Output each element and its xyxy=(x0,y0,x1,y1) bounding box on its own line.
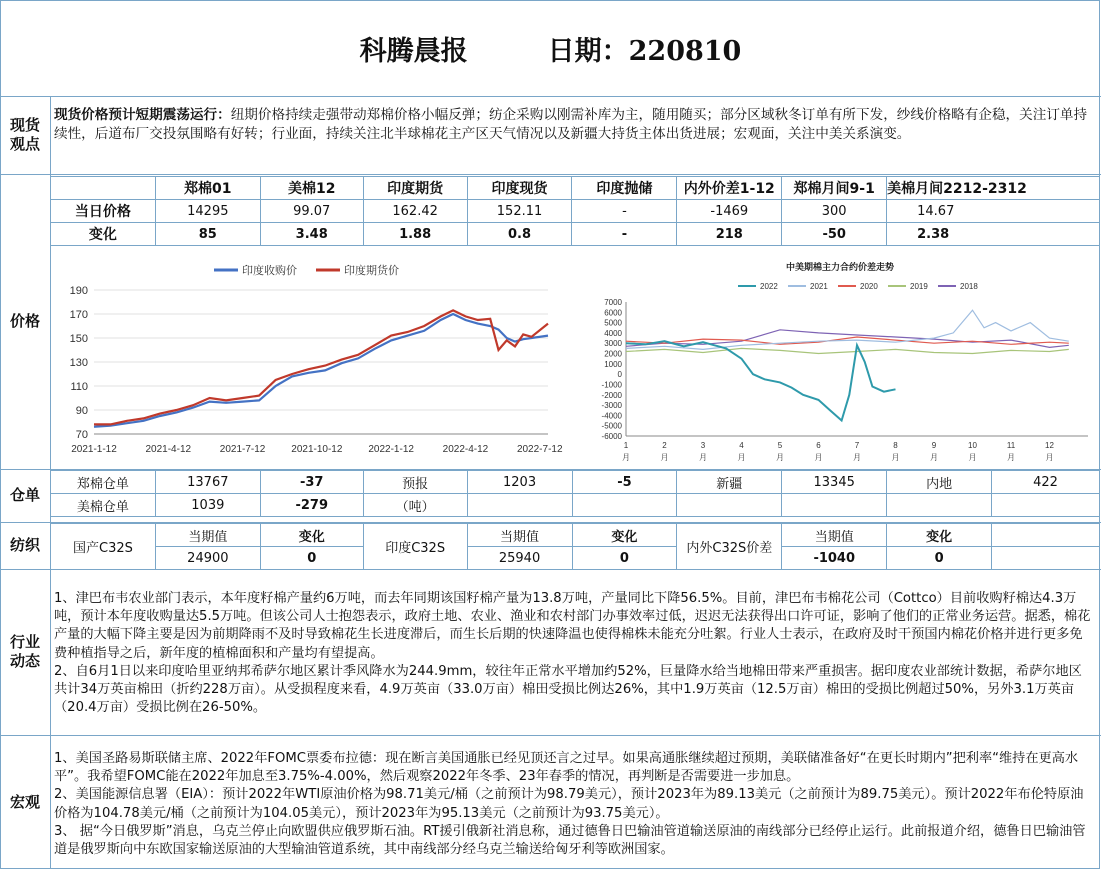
table-cell: 美棉仓单 xyxy=(51,494,156,517)
price-row-current xyxy=(51,200,1100,223)
label-price: 价格 xyxy=(9,312,40,330)
y-tick-label: -1000 xyxy=(601,380,622,390)
yarn-current-label: 当期值 xyxy=(155,524,260,547)
table-cell: -279 xyxy=(260,494,363,517)
x-tick-label: 7 xyxy=(854,441,860,450)
x-tick-label: 2021-7-12 xyxy=(219,444,266,455)
series-line xyxy=(626,348,1069,353)
x-tick-label: 2022-1-12 xyxy=(368,444,414,455)
macro-item: 2、美国能源信息署（EIA）：预计2022年WTI原油价格为98.71美元/桶（之前预计为98.79美元），预计2023年为89.13美元（之前预计为89.75美元）。预计2022年布伦特原油价格为104.78美元/桶（之前预计为104.05美元），预计2023年为95.13美元（之前预计为93.75美元）。 xyxy=(54,787,1084,821)
table-cell: 152.11 xyxy=(467,200,572,223)
table-cell: 2.38 xyxy=(887,223,1100,246)
industry-item: 2、自6月1日以来印度哈里亚纳邦希萨尔地区累计季风降水为244.9mm，较往年正常水平增加约52%，巨量降水给当地棉田带来严重损害。据印度农业部统计数据，希萨尔地区共计34万英亩棉田（折约228万亩）。从受损程度来看，4.9万英亩（33.0万亩）棉田受损比例达26%，其中1.9万英亩（12.5万亩）棉田的受损比例超过50%，另外3.1万英亩（20.4万亩）受损比例在26-50%。 xyxy=(54,663,1082,716)
table-cell: 内地 xyxy=(887,471,992,494)
x-tick-label: 月 xyxy=(891,453,900,462)
table-cell: - xyxy=(572,200,677,223)
label-spot: 现货观点 xyxy=(9,116,40,153)
row-label: 变化 xyxy=(51,223,156,246)
table-cell: -5 xyxy=(572,471,677,494)
x-tick-label: 月 xyxy=(699,453,707,462)
table-cell: 新疆 xyxy=(677,471,782,494)
table-cell xyxy=(677,494,782,517)
spot-view-lead: 现货价格预计短期震荡运行： xyxy=(54,107,231,123)
y-tick-label: 190 xyxy=(69,285,88,297)
price-header: 印度现货 xyxy=(467,177,572,200)
legend-label: 2022 xyxy=(760,282,778,291)
table-cell: 13345 xyxy=(782,471,887,494)
x-tick-label: 月 xyxy=(1045,453,1054,462)
x-tick-label: 9 xyxy=(931,441,937,450)
table-cell: 预报 xyxy=(363,471,467,494)
warehouse-table xyxy=(50,470,1100,517)
table-cell: 0 xyxy=(887,547,992,570)
table-cell: 14295 xyxy=(155,200,260,223)
x-tick-label: 11 xyxy=(1006,441,1016,450)
table-cell xyxy=(782,494,887,517)
warehouse-row-2 xyxy=(51,494,1100,517)
label-industry: 行业动态 xyxy=(9,633,40,670)
x-tick-label: 2021-1-12 xyxy=(71,444,117,455)
y-tick-label: 90 xyxy=(75,405,88,417)
series-line xyxy=(626,341,896,420)
table-cell: 24900 xyxy=(155,547,260,570)
industry-item: 1、津巴布韦农业部门表示，本年度籽棉产量约6万吨，而去年同期该国籽棉产量为13.8万吨，产量同比下降56.5%。目前，津巴布韦棉花公司（Cottco）目前收购籽棉达4.3万吨，预计本年度收购量达5.5万吨。但该公司人士抱怨表示，政府土地、农业、渔业和农村部门办事效率过低，迟迟无法获得出口许可证，影响了他们的正常业务运营。据悉，棉花产量的大幅下降主要是因为前期降雨不及时导致棉花生长进度滞后，而生长后期的快速降温也使得棉株未能充分吐絮。行业人士表示，在政府及时干预国内棉花价格并进行更多免费种植指导之后，新年度的植棉面积和产量均有望提高。 xyxy=(54,591,1091,661)
yarn-current-label: 当期值 xyxy=(782,524,887,547)
series-line xyxy=(94,310,548,424)
divider xyxy=(0,96,1101,97)
x-tick-label: 2022-7-12 xyxy=(516,444,563,455)
y-tick-label: -5000 xyxy=(601,421,622,431)
x-tick-label: 2021-4-12 xyxy=(145,444,192,455)
x-tick-label: 月 xyxy=(737,453,746,462)
y-tick-label: 5000 xyxy=(604,318,622,328)
yarn-change-label: 变化 xyxy=(887,524,992,547)
table-cell xyxy=(992,494,1100,517)
x-tick-label: 2021-10-12 xyxy=(291,444,343,455)
y-tick-label: 170 xyxy=(69,309,88,321)
table-cell xyxy=(572,494,677,517)
table-cell: 0.8 xyxy=(467,223,572,246)
y-tick-label: 110 xyxy=(70,381,88,393)
price-corner xyxy=(51,177,156,200)
x-tick-label: 3 xyxy=(700,441,706,450)
y-tick-label: -2000 xyxy=(601,390,622,400)
table-cell: 3.48 xyxy=(260,223,363,246)
price-header: 美棉月间2212-2312 xyxy=(887,177,1100,200)
y-tick-label: 7000 xyxy=(604,298,622,307)
price-row-change xyxy=(51,223,1100,246)
legend-label: 2018 xyxy=(960,282,978,291)
yarn-change-label: 变化 xyxy=(260,524,363,547)
table-cell: 1203 xyxy=(467,471,572,494)
table-cell: 郑棉仓单 xyxy=(51,471,156,494)
table-cell: -1040 xyxy=(782,547,887,570)
price-header: 郑棉月间9-1 xyxy=(782,177,887,200)
industry-news xyxy=(54,590,1094,717)
y-tick-label: 3000 xyxy=(604,339,622,349)
price-table xyxy=(50,176,1100,246)
x-tick-label: 2022-4-12 xyxy=(442,444,489,455)
yarn-label-india: 印度C32S xyxy=(363,524,467,570)
x-tick-label: 月 xyxy=(814,453,823,462)
table-cell: 13767 xyxy=(155,471,260,494)
table-cell: 25940 xyxy=(467,547,572,570)
table-cell: 1.88 xyxy=(363,223,467,246)
row-label: 当日价格 xyxy=(51,200,156,223)
legend-label: 印度收购价 xyxy=(242,265,297,277)
report-header xyxy=(0,0,1101,96)
label-macro: 宏观 xyxy=(9,792,40,811)
table-cell: -37 xyxy=(260,471,363,494)
spot-view-text xyxy=(54,106,1094,144)
price-header: 郑棉01 xyxy=(155,177,260,200)
table-cell: -50 xyxy=(782,223,887,246)
x-tick-label: 12 xyxy=(1045,441,1054,450)
yarn-row-1 xyxy=(51,524,1100,547)
legend-label: 印度期货价 xyxy=(344,265,399,277)
x-tick-label: 月 xyxy=(622,453,630,462)
x-tick-label: 月 xyxy=(853,453,861,462)
x-tick-label: 月 xyxy=(968,453,977,462)
x-tick-label: 6 xyxy=(816,441,821,450)
y-tick-label: 6000 xyxy=(604,308,622,318)
x-tick-label: 月 xyxy=(1007,453,1015,462)
y-tick-label: 1000 xyxy=(604,359,622,369)
yarn-change-label: 变化 xyxy=(572,524,677,547)
spot-view-body: 纽期价格持续走强带动郑棉价格小幅反弹；纺企采购以刚需补库为主，随用随买；部分区域秋冬订单有所下发，纱线价格略有企稳，关注订单持续性，后道布厂交投氛围略有好转；行业面，持续关注北半球棉花主产区天气情况以及新疆大持货主体出货进展；宏观面，关注中美关系演变。 xyxy=(54,107,1088,142)
y-tick-label: -6000 xyxy=(601,432,622,441)
macro-item: 3、 据“今日俄罗斯”消息，乌克兰停止向欧盟供应俄罗斯石油。RT援引俄新社消息称，通过德鲁日巴输油管道输送原油的南线部分已经停止运行。此前报道介绍，德鲁日巴输油管道是俄罗斯向中东欧国家输送原油的大型输油管道系统，其中南线部分经乌克兰输送给匈牙利等欧洲国家。 xyxy=(54,823,1086,858)
legend-label: 2019 xyxy=(910,282,928,291)
y-tick-label: 150 xyxy=(69,333,88,345)
y-tick-label: -4000 xyxy=(601,411,622,421)
table-cell xyxy=(992,547,1100,570)
price-header: 内外价差1-12 xyxy=(677,177,782,200)
table-cell: 1039 xyxy=(155,494,260,517)
table-cell: 99.07 xyxy=(260,200,363,223)
x-tick-label: 4 xyxy=(739,441,744,450)
y-tick-label: 130 xyxy=(69,357,88,369)
price-header: 印度抛储 xyxy=(572,177,677,200)
x-tick-label: 1 xyxy=(623,441,629,450)
table-cell: 218 xyxy=(677,223,782,246)
y-tick-label: -3000 xyxy=(601,401,622,411)
divider xyxy=(0,174,1101,175)
x-tick-label: 10 xyxy=(968,441,977,450)
yarn-table xyxy=(50,523,1100,570)
spread-chart xyxy=(590,254,1095,464)
x-tick-label: 2 xyxy=(662,441,667,450)
x-tick-label: 月 xyxy=(776,453,784,462)
price-header-row xyxy=(51,177,1100,200)
divider xyxy=(0,735,1101,736)
macro-news xyxy=(54,750,1094,859)
table-cell: 422 xyxy=(992,471,1100,494)
table-cell: 0 xyxy=(572,547,677,570)
table-cell: 85 xyxy=(155,223,260,246)
table-cell: 14.67 xyxy=(887,200,1100,223)
table-cell xyxy=(887,494,992,517)
table-cell: -1469 xyxy=(677,200,782,223)
report-title: 科腾晨报 xyxy=(359,35,468,67)
yarn-label-spread: 内外C32S价差 xyxy=(677,524,782,570)
table-cell xyxy=(992,524,1100,547)
table-cell xyxy=(467,494,572,517)
label-yarn: 纺织 xyxy=(9,536,40,554)
y-tick-label: 4000 xyxy=(604,328,622,338)
chart-title: 中美期棉主力合约价差走势 xyxy=(785,262,895,272)
label-warehouse: 仓单 xyxy=(9,486,40,504)
x-tick-label: 月 xyxy=(660,453,669,462)
table-cell: （吨） xyxy=(363,494,467,517)
price-header: 美棉12 xyxy=(260,177,363,200)
price-header: 印度期货 xyxy=(363,177,467,200)
table-cell: 162.42 xyxy=(363,200,467,223)
x-tick-label: 8 xyxy=(893,441,898,450)
legend-label: 2021 xyxy=(810,282,828,291)
legend-label: 2020 xyxy=(860,282,878,291)
y-tick-label: 2000 xyxy=(604,349,622,359)
warehouse-row-1 xyxy=(51,471,1100,494)
table-cell: 300 xyxy=(782,200,887,223)
yarn-row-2 xyxy=(51,547,1100,570)
macro-item: 1、美国圣路易斯联储主席、2022年FOMC票委布拉德：现在断言美国通胀已经见顶还言之过早。如果高通胀继续超过预期，美联储准备好“在更长时期内”把利率“维持在更高水平”。我希望FOMC能在2022年加息至3.75%-4.00%，然后观察2022年冬季、23年春季的情况，再判断是否需要进一步加息。 xyxy=(54,751,1079,785)
india-price-chart xyxy=(56,254,563,464)
x-tick-label: 月 xyxy=(930,453,938,462)
x-tick-label: 5 xyxy=(777,441,783,450)
table-cell: 0 xyxy=(260,547,363,570)
y-tick-label: 70 xyxy=(75,429,88,441)
report-date: 日期：220810 xyxy=(547,35,742,67)
yarn-label-domestic: 国产C32S xyxy=(51,524,156,570)
table-cell: - xyxy=(572,223,677,246)
yarn-current-label: 当期值 xyxy=(467,524,572,547)
y-tick-label: 0 xyxy=(617,370,622,380)
